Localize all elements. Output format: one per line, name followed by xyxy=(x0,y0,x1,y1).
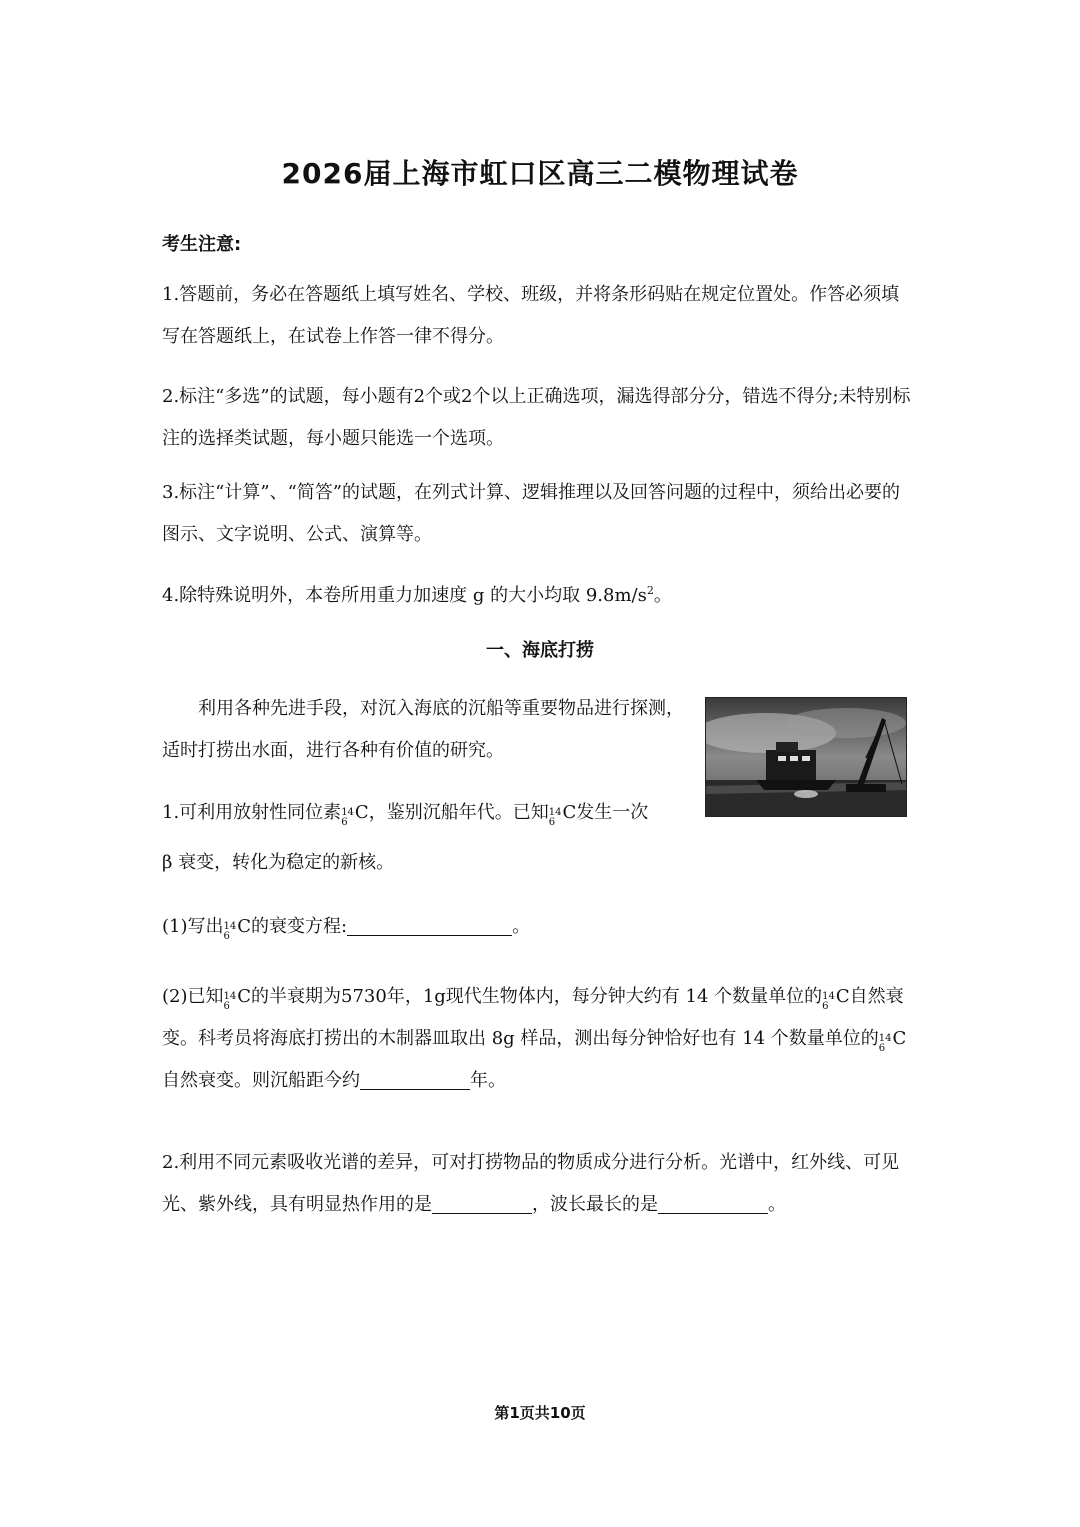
notice-heading: 考生注意: xyxy=(162,234,242,255)
notice-item-3: 3.标注“计算”、“简答”的试题，在列式计算、逻辑推理以及回答问题的过程中，须给出必要的图示、文字说明、公式、演算等。 xyxy=(162,482,900,545)
isotope-atomic: 6 xyxy=(341,817,348,828)
salvage-ship-icon xyxy=(706,698,906,816)
salvage-ship-photo xyxy=(705,697,907,817)
notice-item-4-end: 。 xyxy=(653,585,672,606)
isotope-atomic: 6 xyxy=(878,1043,886,1054)
q2-text-c: 。 xyxy=(768,1194,786,1215)
isotope-mass: 14 xyxy=(878,1033,892,1044)
isotope-c14 xyxy=(822,992,835,1012)
q1-text-c: 发生一次 xyxy=(576,802,649,823)
question-1-sub-1 xyxy=(162,906,912,948)
answer-blank-heat-effect[interactable] xyxy=(432,1193,532,1214)
isotope-symbol: C xyxy=(835,986,850,1007)
isotope-c14 xyxy=(224,992,237,1012)
q1-sub1-text-b: 的衰变方程: xyxy=(251,916,348,937)
isotope-atomic: 6 xyxy=(548,817,556,828)
isotope-symbol: C xyxy=(562,802,577,823)
isotope-mass: 14 xyxy=(548,807,562,818)
isotope-mass: 14 xyxy=(223,921,237,932)
isotope-symbol: C xyxy=(237,916,252,937)
question-1-line-2: β 衰变，转化为稳定的新核。 xyxy=(162,852,395,873)
isotope-atomic: 6 xyxy=(223,1001,230,1012)
isotope-mass: 14 xyxy=(822,991,835,1002)
q1-sub2-text-a: (2)已知 xyxy=(162,986,224,1007)
isotope-atomic: 6 xyxy=(223,931,230,942)
isotope-c14 xyxy=(879,1034,892,1054)
q1-sub1-text-a: (1)写出 xyxy=(162,916,224,937)
isotope-symbol: C xyxy=(237,986,252,1007)
answer-blank-years[interactable] xyxy=(360,1069,470,1090)
notice-item-2: 2.标注“多选”的试题，每小题有2个或2个以上正确选项，漏选得部分分，错选不得分;未特别标注的选择类试题，每小题只能选一个选项。 xyxy=(162,386,911,449)
q1-text-a: 1.可利用放射性同位素 xyxy=(162,802,342,823)
notice-item-1: 1.答题前，务必在答题纸上填写姓名、学校、班级，并将条形码贴在规定位置处。作答必须填写在答题纸上，在试卷上作答一律不得分。 xyxy=(162,284,900,347)
page-footer: 第1页共10页 xyxy=(494,1404,586,1422)
answer-blank-longest-wavelength[interactable] xyxy=(658,1193,768,1214)
section-intro: 利用各种先进手段，对沉入海底的沉船等重要物品进行探测，适时打捞出水面，进行各种有价值的研究。 xyxy=(162,698,684,761)
isotope-symbol: C xyxy=(892,1028,907,1049)
isotope-mass: 14 xyxy=(223,991,237,1002)
isotope-mass: 14 xyxy=(341,807,354,818)
notice-item-4-text: 4.除特殊说明外，本卷所用重力加速度 g 的大小均取 9.8m/s xyxy=(162,585,647,606)
q1-sub2-text-b: 的半衰期为5730年，1g现代生物体内，每分钟大约有 14 个数量单位的 xyxy=(251,986,823,1007)
question-1 xyxy=(162,792,687,834)
isotope-c14 xyxy=(341,808,354,828)
notice-item-4 xyxy=(162,570,912,617)
notice-item-4-sup: 2 xyxy=(646,584,654,597)
isotope-c14 xyxy=(224,922,237,942)
q1-sub2-text-c: 自然衰变。科考员将海底打捞出的木制器皿取出 8g 样品，测出每分钟恰好也有 14 个数量单位的 xyxy=(162,986,904,1049)
section-heading: 一、海底打捞 xyxy=(486,640,594,661)
question-1-sub-2 xyxy=(162,976,912,1102)
isotope-atomic: 6 xyxy=(822,1001,829,1012)
isotope-c14 xyxy=(549,808,562,828)
isotope-symbol: C xyxy=(354,802,369,823)
q1-sub1-text-c: 。 xyxy=(512,916,531,937)
q2-text-a: 2.利用不同元素吸收光谱的差异，可对打捞物品的物质成分进行分析。光谱中，红外线、可见光、紫外线，具有明显热作用的是 xyxy=(162,1152,900,1215)
q2-text-b: ，波长最长的是 xyxy=(532,1194,658,1215)
q1-sub2-text-d: 自然衰变。则沉船距今约 xyxy=(162,1070,360,1091)
q1-sub2-text-e: 年。 xyxy=(470,1070,506,1091)
answer-blank-decay-equation[interactable] xyxy=(347,915,512,936)
q1-text-b: ，鉴别沉船年代。已知 xyxy=(368,802,549,823)
page-title: 2026届上海市虹口区高三二模物理试卷 xyxy=(281,157,799,190)
question-2 xyxy=(162,1142,912,1226)
